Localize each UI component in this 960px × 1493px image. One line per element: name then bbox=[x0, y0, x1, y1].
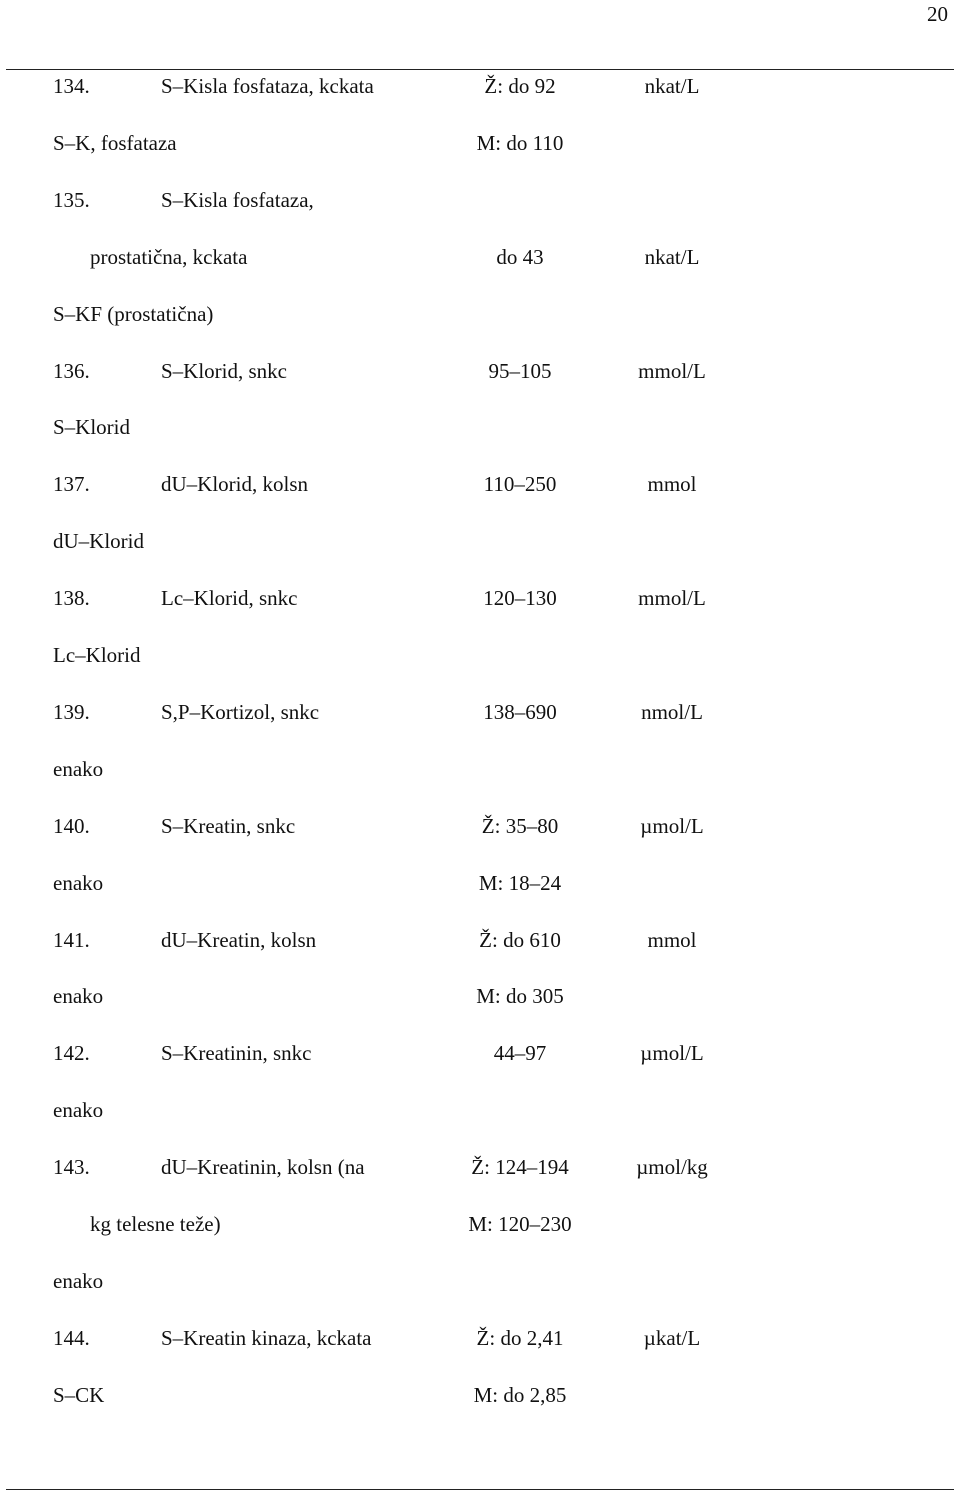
test-number: 136. bbox=[53, 358, 90, 383]
test-name: dU–Kreatin, kolsn bbox=[161, 927, 317, 952]
test-name-continuation: kg telesne teže) bbox=[90, 1212, 221, 1236]
test-number: 139. bbox=[53, 699, 90, 724]
unit: µmol/L bbox=[640, 813, 704, 838]
test-number: 141. bbox=[53, 927, 90, 952]
test-entry-row bbox=[0, 72, 960, 100]
header-rule bbox=[6, 69, 954, 70]
test-name: Lc–Klorid, snkc bbox=[161, 586, 298, 611]
reference-value: M: do 2,85 bbox=[473, 1382, 567, 1407]
unit: nkat/L bbox=[644, 244, 700, 269]
test-abbreviation: enako bbox=[53, 756, 104, 781]
unit: mmol bbox=[647, 927, 697, 952]
test-name: dU–Kreatinin, kolsn (na bbox=[161, 1155, 365, 1180]
test-abbreviation: S–CK bbox=[53, 1382, 105, 1407]
test-number: 134. bbox=[53, 74, 90, 98]
unit: nmol/L bbox=[641, 699, 703, 724]
reference-value: 110–250 bbox=[483, 472, 557, 497]
test-abbreviation: dU–Klorid bbox=[53, 529, 144, 554]
test-name: S–Klorid, snkc bbox=[161, 358, 287, 383]
reference-value: Ž: do 92 bbox=[484, 74, 556, 98]
test-continuation-row bbox=[0, 129, 960, 157]
reference-value: M: do 305 bbox=[476, 984, 564, 1009]
test-name: S–Kisla fosfataza, kckata bbox=[161, 74, 374, 98]
test-entry-row bbox=[0, 926, 960, 954]
test-name: dU–Klorid, kolsn bbox=[161, 472, 308, 497]
test-abbreviation: enako bbox=[53, 984, 104, 1009]
test-continuation-row bbox=[0, 243, 960, 271]
test-number: 140. bbox=[53, 813, 90, 838]
test-entry-row bbox=[0, 698, 960, 726]
test-number: 144. bbox=[53, 1325, 90, 1350]
reference-value: M: 18–24 bbox=[478, 870, 562, 895]
reference-value: Ž: 124–194 bbox=[471, 1155, 569, 1180]
test-continuation-row bbox=[0, 527, 960, 555]
test-continuation-row bbox=[0, 982, 960, 1010]
test-name: S–Kreatin kinaza, kckata bbox=[161, 1325, 372, 1350]
test-entry-row bbox=[0, 186, 960, 214]
test-entry-row bbox=[0, 470, 960, 498]
test-entry-row bbox=[0, 357, 960, 385]
reference-value: 95–105 bbox=[488, 358, 552, 383]
test-name: S–Kisla fosfataza, bbox=[161, 187, 314, 212]
test-abbreviation: S–KF (prostatična) bbox=[53, 301, 214, 326]
test-abbreviation: enako bbox=[53, 1098, 104, 1123]
reference-value: Ž: do 2,41 bbox=[476, 1325, 564, 1350]
test-number: 137. bbox=[53, 472, 90, 497]
test-continuation-row bbox=[0, 755, 960, 783]
unit: mmol/L bbox=[638, 358, 706, 383]
footer-rule bbox=[6, 1489, 954, 1490]
test-name: S–Kreatinin, snkc bbox=[161, 1041, 312, 1066]
test-abbreviation: S–Klorid bbox=[53, 415, 131, 440]
test-continuation-row bbox=[0, 1210, 960, 1238]
test-abbreviation: S–K, fosfataza bbox=[53, 130, 177, 155]
test-name-continuation: prostatična, kckata bbox=[90, 244, 248, 269]
test-entry-row bbox=[0, 1039, 960, 1067]
reference-value: 120–130 bbox=[483, 586, 557, 611]
test-entry-row bbox=[0, 584, 960, 612]
test-continuation-row bbox=[0, 641, 960, 669]
test-abbreviation: Lc–Klorid bbox=[53, 643, 141, 667]
test-continuation-row bbox=[0, 1096, 960, 1124]
reference-value: M: do 110 bbox=[476, 130, 564, 155]
test-continuation-row bbox=[0, 413, 960, 441]
reference-value: M: 120–230 bbox=[468, 1212, 572, 1236]
test-entry-row bbox=[0, 1324, 960, 1352]
reference-value: do 43 bbox=[496, 244, 544, 269]
reference-value: Ž: do 610 bbox=[479, 927, 561, 952]
test-continuation-row bbox=[0, 300, 960, 328]
reference-value: 44–97 bbox=[493, 1041, 547, 1066]
unit: µmol/L bbox=[640, 1041, 704, 1066]
unit: mmol bbox=[647, 472, 697, 497]
page-number: 20 bbox=[927, 2, 948, 26]
test-entry-row bbox=[0, 1153, 960, 1181]
test-number: 138. bbox=[53, 586, 90, 611]
test-abbreviation: enako bbox=[53, 870, 104, 895]
reference-value: 138–690 bbox=[483, 699, 557, 724]
test-entry-row bbox=[0, 812, 960, 840]
unit: µmol/kg bbox=[636, 1155, 708, 1180]
test-continuation-row bbox=[0, 1267, 960, 1295]
test-continuation-row bbox=[0, 1381, 960, 1409]
unit: mmol/L bbox=[638, 586, 706, 611]
test-number: 142. bbox=[53, 1041, 90, 1066]
test-number: 143. bbox=[53, 1155, 90, 1180]
test-name: S–Kreatin, snkc bbox=[161, 813, 296, 838]
test-continuation-row bbox=[0, 869, 960, 897]
test-name: S,P–Kortizol, snkc bbox=[161, 699, 320, 724]
unit: µkat/L bbox=[643, 1325, 701, 1350]
test-abbreviation: enako bbox=[53, 1268, 104, 1293]
reference-value: Ž: 35–80 bbox=[481, 813, 559, 838]
unit: nkat/L bbox=[644, 74, 700, 98]
test-number: 135. bbox=[53, 187, 90, 212]
